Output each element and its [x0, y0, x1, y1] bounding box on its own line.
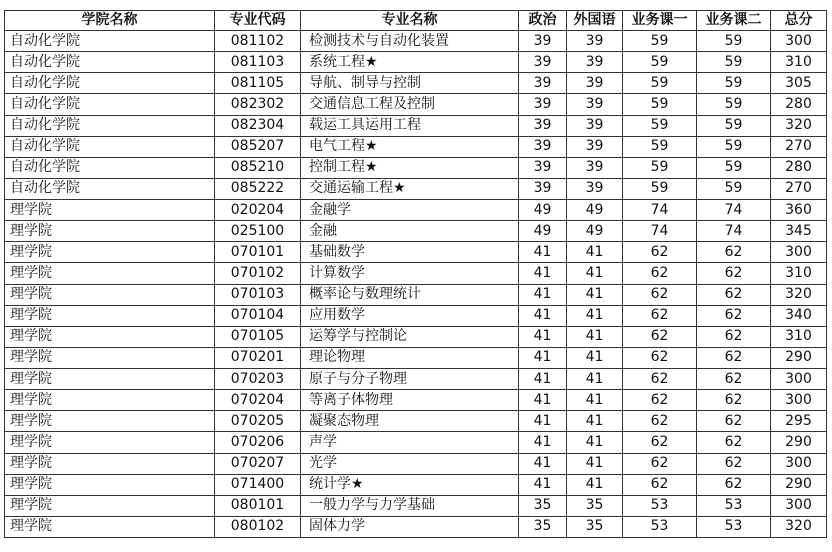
major-name-cell: 基础数学	[301, 242, 519, 263]
college-name-cell: 理学院	[5, 495, 215, 516]
foreign-language-score-cell: 35	[567, 516, 623, 537]
total-score-cell: 345	[771, 221, 827, 242]
major-code-cell: 081105	[215, 73, 301, 94]
college-name-cell: 理学院	[5, 411, 215, 432]
major-code-cell: 070203	[215, 369, 301, 390]
major-code-cell: 070101	[215, 242, 301, 263]
politics-score-cell: 39	[519, 115, 567, 136]
subject-two-score-cell: 59	[697, 178, 771, 199]
major-name-cell: 金融学	[301, 200, 519, 221]
college-name-cell: 理学院	[5, 200, 215, 221]
major-name-cell: 载运工具运用工程	[301, 115, 519, 136]
foreign-language-score-cell: 41	[567, 432, 623, 453]
college-name-cell: 自动化学院	[5, 94, 215, 115]
major-code-cell: 070105	[215, 326, 301, 347]
subject-two-score-cell: 74	[697, 221, 771, 242]
table-row	[5, 390, 827, 411]
college-name-cell: 理学院	[5, 369, 215, 390]
total-score-cell: 320	[771, 516, 827, 537]
subject-two-score-cell: 62	[697, 284, 771, 305]
header-major-code: 专业代码	[215, 11, 301, 31]
college-name-cell: 理学院	[5, 221, 215, 242]
table-row	[5, 284, 827, 305]
foreign-language-score-cell: 39	[567, 157, 623, 178]
table-row	[5, 73, 827, 94]
foreign-language-score-cell: 39	[567, 136, 623, 157]
college-name-cell: 自动化学院	[5, 136, 215, 157]
total-score-cell: 290	[771, 474, 827, 495]
politics-score-cell: 41	[519, 453, 567, 474]
subject-two-score-cell: 62	[697, 369, 771, 390]
subject-one-score-cell: 74	[623, 221, 697, 242]
politics-score-cell: 41	[519, 305, 567, 326]
major-code-cell: 085207	[215, 136, 301, 157]
major-code-cell: 081103	[215, 52, 301, 73]
foreign-language-score-cell: 35	[567, 495, 623, 516]
foreign-language-score-cell: 41	[567, 242, 623, 263]
major-name-cell: 导航、制导与控制	[301, 73, 519, 94]
college-name-cell: 自动化学院	[5, 178, 215, 199]
major-name-cell: 原子与分子物理	[301, 369, 519, 390]
total-score-cell: 295	[771, 411, 827, 432]
politics-score-cell: 41	[519, 474, 567, 495]
total-score-cell: 310	[771, 263, 827, 284]
college-name-cell: 自动化学院	[5, 157, 215, 178]
subject-one-score-cell: 59	[623, 73, 697, 94]
table-row	[5, 94, 827, 115]
major-code-cell: 085222	[215, 178, 301, 199]
major-code-cell: 070103	[215, 284, 301, 305]
table-row	[5, 263, 827, 284]
subject-one-score-cell: 59	[623, 157, 697, 178]
major-name-cell: 光学	[301, 453, 519, 474]
table-row	[5, 52, 827, 73]
subject-two-score-cell: 62	[697, 347, 771, 368]
total-score-cell: 300	[771, 369, 827, 390]
foreign-language-score-cell: 41	[567, 284, 623, 305]
subject-two-score-cell: 59	[697, 115, 771, 136]
total-score-cell: 360	[771, 200, 827, 221]
politics-score-cell: 41	[519, 390, 567, 411]
subject-one-score-cell: 62	[623, 474, 697, 495]
header-subject-one: 业务课一	[623, 11, 697, 31]
total-score-cell: 300	[771, 390, 827, 411]
foreign-language-score-cell: 41	[567, 326, 623, 347]
major-name-cell: 等离子体物理	[301, 390, 519, 411]
politics-score-cell: 39	[519, 178, 567, 199]
foreign-language-score-cell: 49	[567, 200, 623, 221]
table-row	[5, 347, 827, 368]
subject-one-score-cell: 62	[623, 326, 697, 347]
subject-one-score-cell: 59	[623, 115, 697, 136]
subject-one-score-cell: 59	[623, 52, 697, 73]
politics-score-cell: 41	[519, 284, 567, 305]
foreign-language-score-cell: 39	[567, 115, 623, 136]
major-name-cell: 统计学★	[301, 474, 519, 495]
foreign-language-score-cell: 41	[567, 390, 623, 411]
politics-score-cell: 39	[519, 52, 567, 73]
table-row	[5, 136, 827, 157]
subject-two-score-cell: 62	[697, 326, 771, 347]
total-score-cell: 300	[771, 31, 827, 52]
major-code-cell: 070207	[215, 453, 301, 474]
major-name-cell: 电气工程★	[301, 136, 519, 157]
foreign-language-score-cell: 39	[567, 178, 623, 199]
major-code-cell: 082304	[215, 115, 301, 136]
total-score-cell: 320	[771, 115, 827, 136]
major-code-cell: 070204	[215, 390, 301, 411]
major-name-cell: 控制工程★	[301, 157, 519, 178]
major-code-cell: 070205	[215, 411, 301, 432]
total-score-cell: 310	[771, 52, 827, 73]
subject-two-score-cell: 59	[697, 136, 771, 157]
table-row	[5, 305, 827, 326]
college-name-cell: 理学院	[5, 263, 215, 284]
subject-one-score-cell: 62	[623, 432, 697, 453]
subject-one-score-cell: 59	[623, 94, 697, 115]
major-name-cell: 检测技术与自动化装置	[301, 31, 519, 52]
major-code-cell: 080102	[215, 516, 301, 537]
total-score-cell: 270	[771, 178, 827, 199]
college-name-cell: 自动化学院	[5, 115, 215, 136]
politics-score-cell: 39	[519, 94, 567, 115]
politics-score-cell: 35	[519, 516, 567, 537]
politics-score-cell: 39	[519, 73, 567, 94]
total-score-cell: 300	[771, 242, 827, 263]
table-row	[5, 221, 827, 242]
table-row	[5, 31, 827, 52]
politics-score-cell: 41	[519, 347, 567, 368]
politics-score-cell: 39	[519, 31, 567, 52]
college-name-cell: 理学院	[5, 347, 215, 368]
total-score-cell: 305	[771, 73, 827, 94]
table-row	[5, 516, 827, 537]
subject-one-score-cell: 62	[623, 305, 697, 326]
foreign-language-score-cell: 41	[567, 453, 623, 474]
college-name-cell: 理学院	[5, 474, 215, 495]
table-row	[5, 411, 827, 432]
subject-one-score-cell: 62	[623, 453, 697, 474]
major-code-cell: 080101	[215, 495, 301, 516]
foreign-language-score-cell: 41	[567, 369, 623, 390]
foreign-language-score-cell: 41	[567, 474, 623, 495]
table-row	[5, 200, 827, 221]
politics-score-cell: 41	[519, 369, 567, 390]
table-row	[5, 242, 827, 263]
header-row	[5, 11, 827, 31]
subject-two-score-cell: 62	[697, 474, 771, 495]
table-header	[5, 11, 827, 31]
foreign-language-score-cell: 41	[567, 305, 623, 326]
foreign-language-score-cell: 39	[567, 73, 623, 94]
major-name-cell: 计算数学	[301, 263, 519, 284]
subject-one-score-cell: 62	[623, 369, 697, 390]
college-name-cell: 理学院	[5, 453, 215, 474]
total-score-cell: 290	[771, 432, 827, 453]
politics-score-cell: 39	[519, 157, 567, 178]
subject-one-score-cell: 53	[623, 495, 697, 516]
major-name-cell: 运筹学与控制论	[301, 326, 519, 347]
major-code-cell: 070206	[215, 432, 301, 453]
subject-two-score-cell: 62	[697, 305, 771, 326]
foreign-language-score-cell: 41	[567, 411, 623, 432]
college-name-cell: 理学院	[5, 516, 215, 537]
subject-two-score-cell: 62	[697, 242, 771, 263]
major-name-cell: 理论物理	[301, 347, 519, 368]
subject-one-score-cell: 62	[623, 390, 697, 411]
header-major-name: 专业名称	[301, 11, 519, 31]
college-name-cell: 理学院	[5, 305, 215, 326]
table-row	[5, 432, 827, 453]
major-name-cell: 交通信息工程及控制	[301, 94, 519, 115]
total-score-cell: 300	[771, 453, 827, 474]
subject-one-score-cell: 59	[623, 31, 697, 52]
header-politics: 政治	[519, 11, 567, 31]
politics-score-cell: 41	[519, 242, 567, 263]
subject-one-score-cell: 62	[623, 284, 697, 305]
table-row	[5, 369, 827, 390]
subject-two-score-cell: 59	[697, 94, 771, 115]
table-row	[5, 474, 827, 495]
foreign-language-score-cell: 41	[567, 263, 623, 284]
header-subject-two: 业务课二	[697, 11, 771, 31]
major-name-cell: 金融	[301, 221, 519, 242]
total-score-cell: 320	[771, 284, 827, 305]
total-score-cell: 310	[771, 326, 827, 347]
subject-one-score-cell: 59	[623, 136, 697, 157]
major-name-cell: 概率论与数理统计	[301, 284, 519, 305]
foreign-language-score-cell: 49	[567, 221, 623, 242]
table-row	[5, 495, 827, 516]
foreign-language-score-cell: 39	[567, 31, 623, 52]
header-college-name: 学院名称	[5, 11, 215, 31]
subject-one-score-cell: 62	[623, 242, 697, 263]
subject-two-score-cell: 62	[697, 390, 771, 411]
major-code-cell: 071400	[215, 474, 301, 495]
table-row	[5, 115, 827, 136]
subject-two-score-cell: 59	[697, 52, 771, 73]
table-row	[5, 453, 827, 474]
subject-two-score-cell: 59	[697, 31, 771, 52]
total-score-cell: 290	[771, 347, 827, 368]
subject-one-score-cell: 74	[623, 200, 697, 221]
subject-two-score-cell: 74	[697, 200, 771, 221]
major-code-cell: 082302	[215, 94, 301, 115]
major-code-cell: 020204	[215, 200, 301, 221]
table-body	[5, 31, 827, 538]
college-name-cell: 自动化学院	[5, 52, 215, 73]
subject-two-score-cell: 59	[697, 157, 771, 178]
subject-two-score-cell: 62	[697, 432, 771, 453]
major-name-cell: 凝聚态物理	[301, 411, 519, 432]
subject-two-score-cell: 59	[697, 73, 771, 94]
total-score-cell: 280	[771, 157, 827, 178]
politics-score-cell: 39	[519, 136, 567, 157]
politics-score-cell: 49	[519, 221, 567, 242]
major-code-cell: 070104	[215, 305, 301, 326]
major-code-cell: 085210	[215, 157, 301, 178]
college-name-cell: 理学院	[5, 284, 215, 305]
major-name-cell: 固体力学	[301, 516, 519, 537]
politics-score-cell: 41	[519, 411, 567, 432]
subject-one-score-cell: 62	[623, 263, 697, 284]
header-total-score: 总分	[771, 11, 827, 31]
college-name-cell: 自动化学院	[5, 31, 215, 52]
major-name-cell: 应用数学	[301, 305, 519, 326]
foreign-language-score-cell: 41	[567, 347, 623, 368]
major-name-cell: 系统工程★	[301, 52, 519, 73]
total-score-cell: 300	[771, 495, 827, 516]
major-code-cell: 081102	[215, 31, 301, 52]
table-row	[5, 326, 827, 347]
subject-two-score-cell: 62	[697, 453, 771, 474]
politics-score-cell: 49	[519, 200, 567, 221]
foreign-language-score-cell: 39	[567, 52, 623, 73]
college-name-cell: 理学院	[5, 390, 215, 411]
major-code-cell: 025100	[215, 221, 301, 242]
major-name-cell: 交通运输工程★	[301, 178, 519, 199]
header-foreign-language: 外国语	[567, 11, 623, 31]
politics-score-cell: 41	[519, 263, 567, 284]
subject-two-score-cell: 62	[697, 263, 771, 284]
major-name-cell: 声学	[301, 432, 519, 453]
subject-one-score-cell: 62	[623, 347, 697, 368]
total-score-cell: 340	[771, 305, 827, 326]
subject-one-score-cell: 59	[623, 178, 697, 199]
subject-one-score-cell: 62	[623, 411, 697, 432]
college-name-cell: 理学院	[5, 242, 215, 263]
total-score-cell: 270	[771, 136, 827, 157]
table-row	[5, 178, 827, 199]
politics-score-cell: 35	[519, 495, 567, 516]
college-name-cell: 自动化学院	[5, 73, 215, 94]
major-code-cell: 070201	[215, 347, 301, 368]
table-row	[5, 157, 827, 178]
score-table	[4, 10, 827, 538]
foreign-language-score-cell: 39	[567, 94, 623, 115]
politics-score-cell: 41	[519, 326, 567, 347]
major-code-cell: 070102	[215, 263, 301, 284]
college-name-cell: 理学院	[5, 432, 215, 453]
subject-two-score-cell: 62	[697, 411, 771, 432]
subject-one-score-cell: 53	[623, 516, 697, 537]
college-name-cell: 理学院	[5, 326, 215, 347]
total-score-cell: 280	[771, 94, 827, 115]
politics-score-cell: 41	[519, 432, 567, 453]
subject-two-score-cell: 53	[697, 516, 771, 537]
major-name-cell: 一般力学与力学基础	[301, 495, 519, 516]
subject-two-score-cell: 53	[697, 495, 771, 516]
